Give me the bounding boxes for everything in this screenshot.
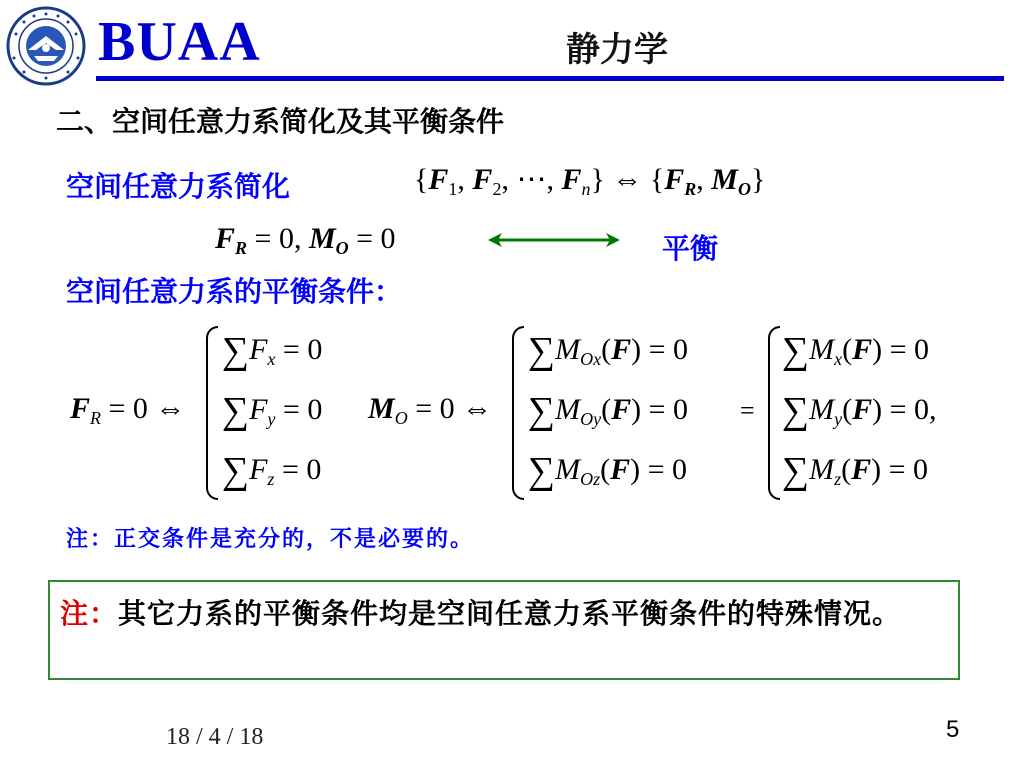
moment-lhs: $M_O = 0$ ⇔ — [368, 392, 493, 428]
equals-sign: = — [740, 396, 755, 425]
equilibrium-condition: $F_R = 0$, $M_O = 0$ — [215, 222, 396, 258]
moment-brace — [512, 326, 524, 496]
logo — [6, 6, 86, 86]
conditions-heading: 空间任意力系的平衡条件： — [66, 275, 403, 308]
force-row-y: $\sum F_y = 0$ — [222, 390, 323, 432]
note-sufficient: 注：正交条件是充分的，不是必要的。 — [66, 527, 475, 552]
page-number: 5 — [946, 716, 960, 743]
equilibrium-label: 平衡 — [662, 232, 719, 265]
brand-name: BUAA — [98, 11, 261, 73]
footer-date: 18 / 4 / 18 — [166, 724, 264, 750]
axis-moment-row-z: $\sum M_z(F) = 0$ — [782, 450, 929, 492]
moment-row-y: $\sum M_{Oy}(F) = 0$ — [528, 390, 689, 432]
note-prefix: 注： — [60, 597, 119, 630]
simplification-formula: {$F_1$, $F_2$, ⋯, $F_n$} ⇔ {$F_R$, $M_O$} — [414, 163, 766, 199]
buaa-seal-icon — [6, 6, 86, 86]
moment-row-x: $\sum M_{Ox}(F) = 0$ — [528, 330, 689, 372]
force-lhs: $F_R = 0$ ⇔ — [70, 392, 186, 428]
axis-moment-brace — [768, 326, 780, 496]
axis-moment-row-x: $\sum M_x(F) = 0$ — [782, 330, 930, 372]
moment-row-z: $\sum M_{Oz}(F) = 0$ — [528, 450, 688, 492]
force-brace — [206, 326, 218, 496]
section-heading: 二、空间任意力系简化及其平衡条件 — [56, 105, 505, 138]
note-body: 其它力系的平衡条件均是空间任意力系平衡条件的特殊情况。 — [118, 597, 902, 630]
force-row-x: $\sum F_x = 0$ — [222, 330, 323, 372]
note-box-text — [60, 592, 950, 636]
double-arrow — [486, 228, 622, 252]
axis-moment-row-y: $\sum M_y(F) = 0$, — [782, 390, 937, 432]
chapter-title: 静力学 — [566, 30, 668, 70]
header-rule — [96, 76, 1004, 81]
simplification-label: 空间任意力系简化 — [66, 170, 291, 203]
double-arrow-icon — [486, 228, 622, 252]
note-box — [48, 580, 960, 680]
force-row-z: $\sum F_z = 0$ — [222, 450, 322, 492]
